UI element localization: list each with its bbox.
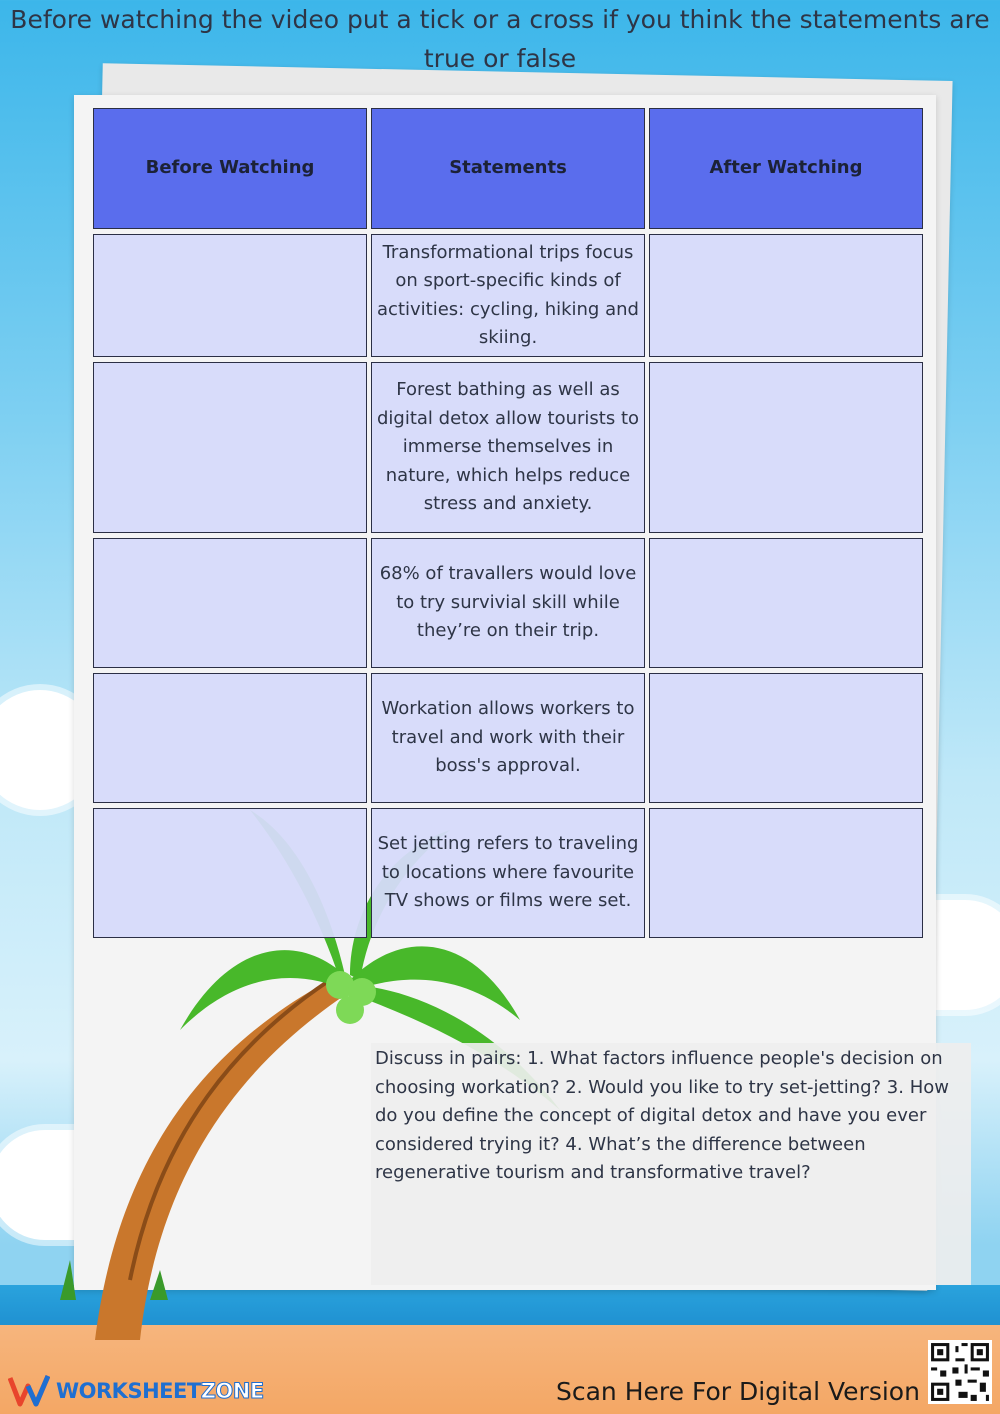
brand-name-part-1: WORKSHEET (56, 1379, 201, 1403)
qr-code-icon[interactable] (928, 1340, 992, 1404)
page-title: Before watching the video put a tick or a cross if you think the statements are true or false (10, 5, 990, 73)
after-answer-cell-2[interactable] (649, 362, 923, 533)
statement-1: Transformational trips focus on sport-specific kinds of activities: cycling, hiking and skiing. (371, 234, 645, 357)
after-answer-cell-5[interactable] (649, 808, 923, 938)
after-answer-cell-3[interactable] (649, 538, 923, 668)
after-answer-cell-1[interactable] (649, 234, 923, 357)
statement-3: 68% of travallers would love to try survivial skill while they’re on their trip. (371, 538, 645, 668)
header-before-watching: Before Watching (93, 108, 367, 229)
worksheetzone-logo[interactable] (8, 1374, 264, 1408)
header-statements: Statements (371, 108, 645, 229)
brand-name (56, 1379, 264, 1403)
before-answer-cell-5[interactable] (93, 808, 367, 938)
discussion-box[interactable]: Discuss in pairs: 1. What factors influence people's decision on choosing workation? 2. Would you like to try set-jetting? 3. How do you define the concept of digital detox and have you ever considered trying it? 4. What’s the difference between regenerative tourism and transformative travel? (371, 1043, 971, 1285)
before-answer-cell-2[interactable] (93, 362, 367, 533)
before-answer-cell-1[interactable] (93, 234, 367, 357)
after-answer-cell-4[interactable] (649, 673, 923, 803)
header-after-watching: After Watching (649, 108, 923, 229)
scan-digital-version-text: Scan Here For Digital Version (556, 1377, 920, 1406)
statement-4: Workation allows workers to travel and work with their boss's approval. (371, 673, 645, 803)
worksheetzone-logo-icon (8, 1374, 50, 1408)
before-answer-cell-4[interactable] (93, 673, 367, 803)
before-answer-cell-3[interactable] (93, 538, 367, 668)
brand-name-part-2: ZONE (200, 1379, 264, 1403)
statement-5: Set jetting refers to traveling to locations where favourite TV shows or films were set. (371, 808, 645, 938)
statement-2: Forest bathing as well as digital detox allow tourists to immerse themselves in nature, which helps reduce stress and anxiety. (371, 362, 645, 533)
